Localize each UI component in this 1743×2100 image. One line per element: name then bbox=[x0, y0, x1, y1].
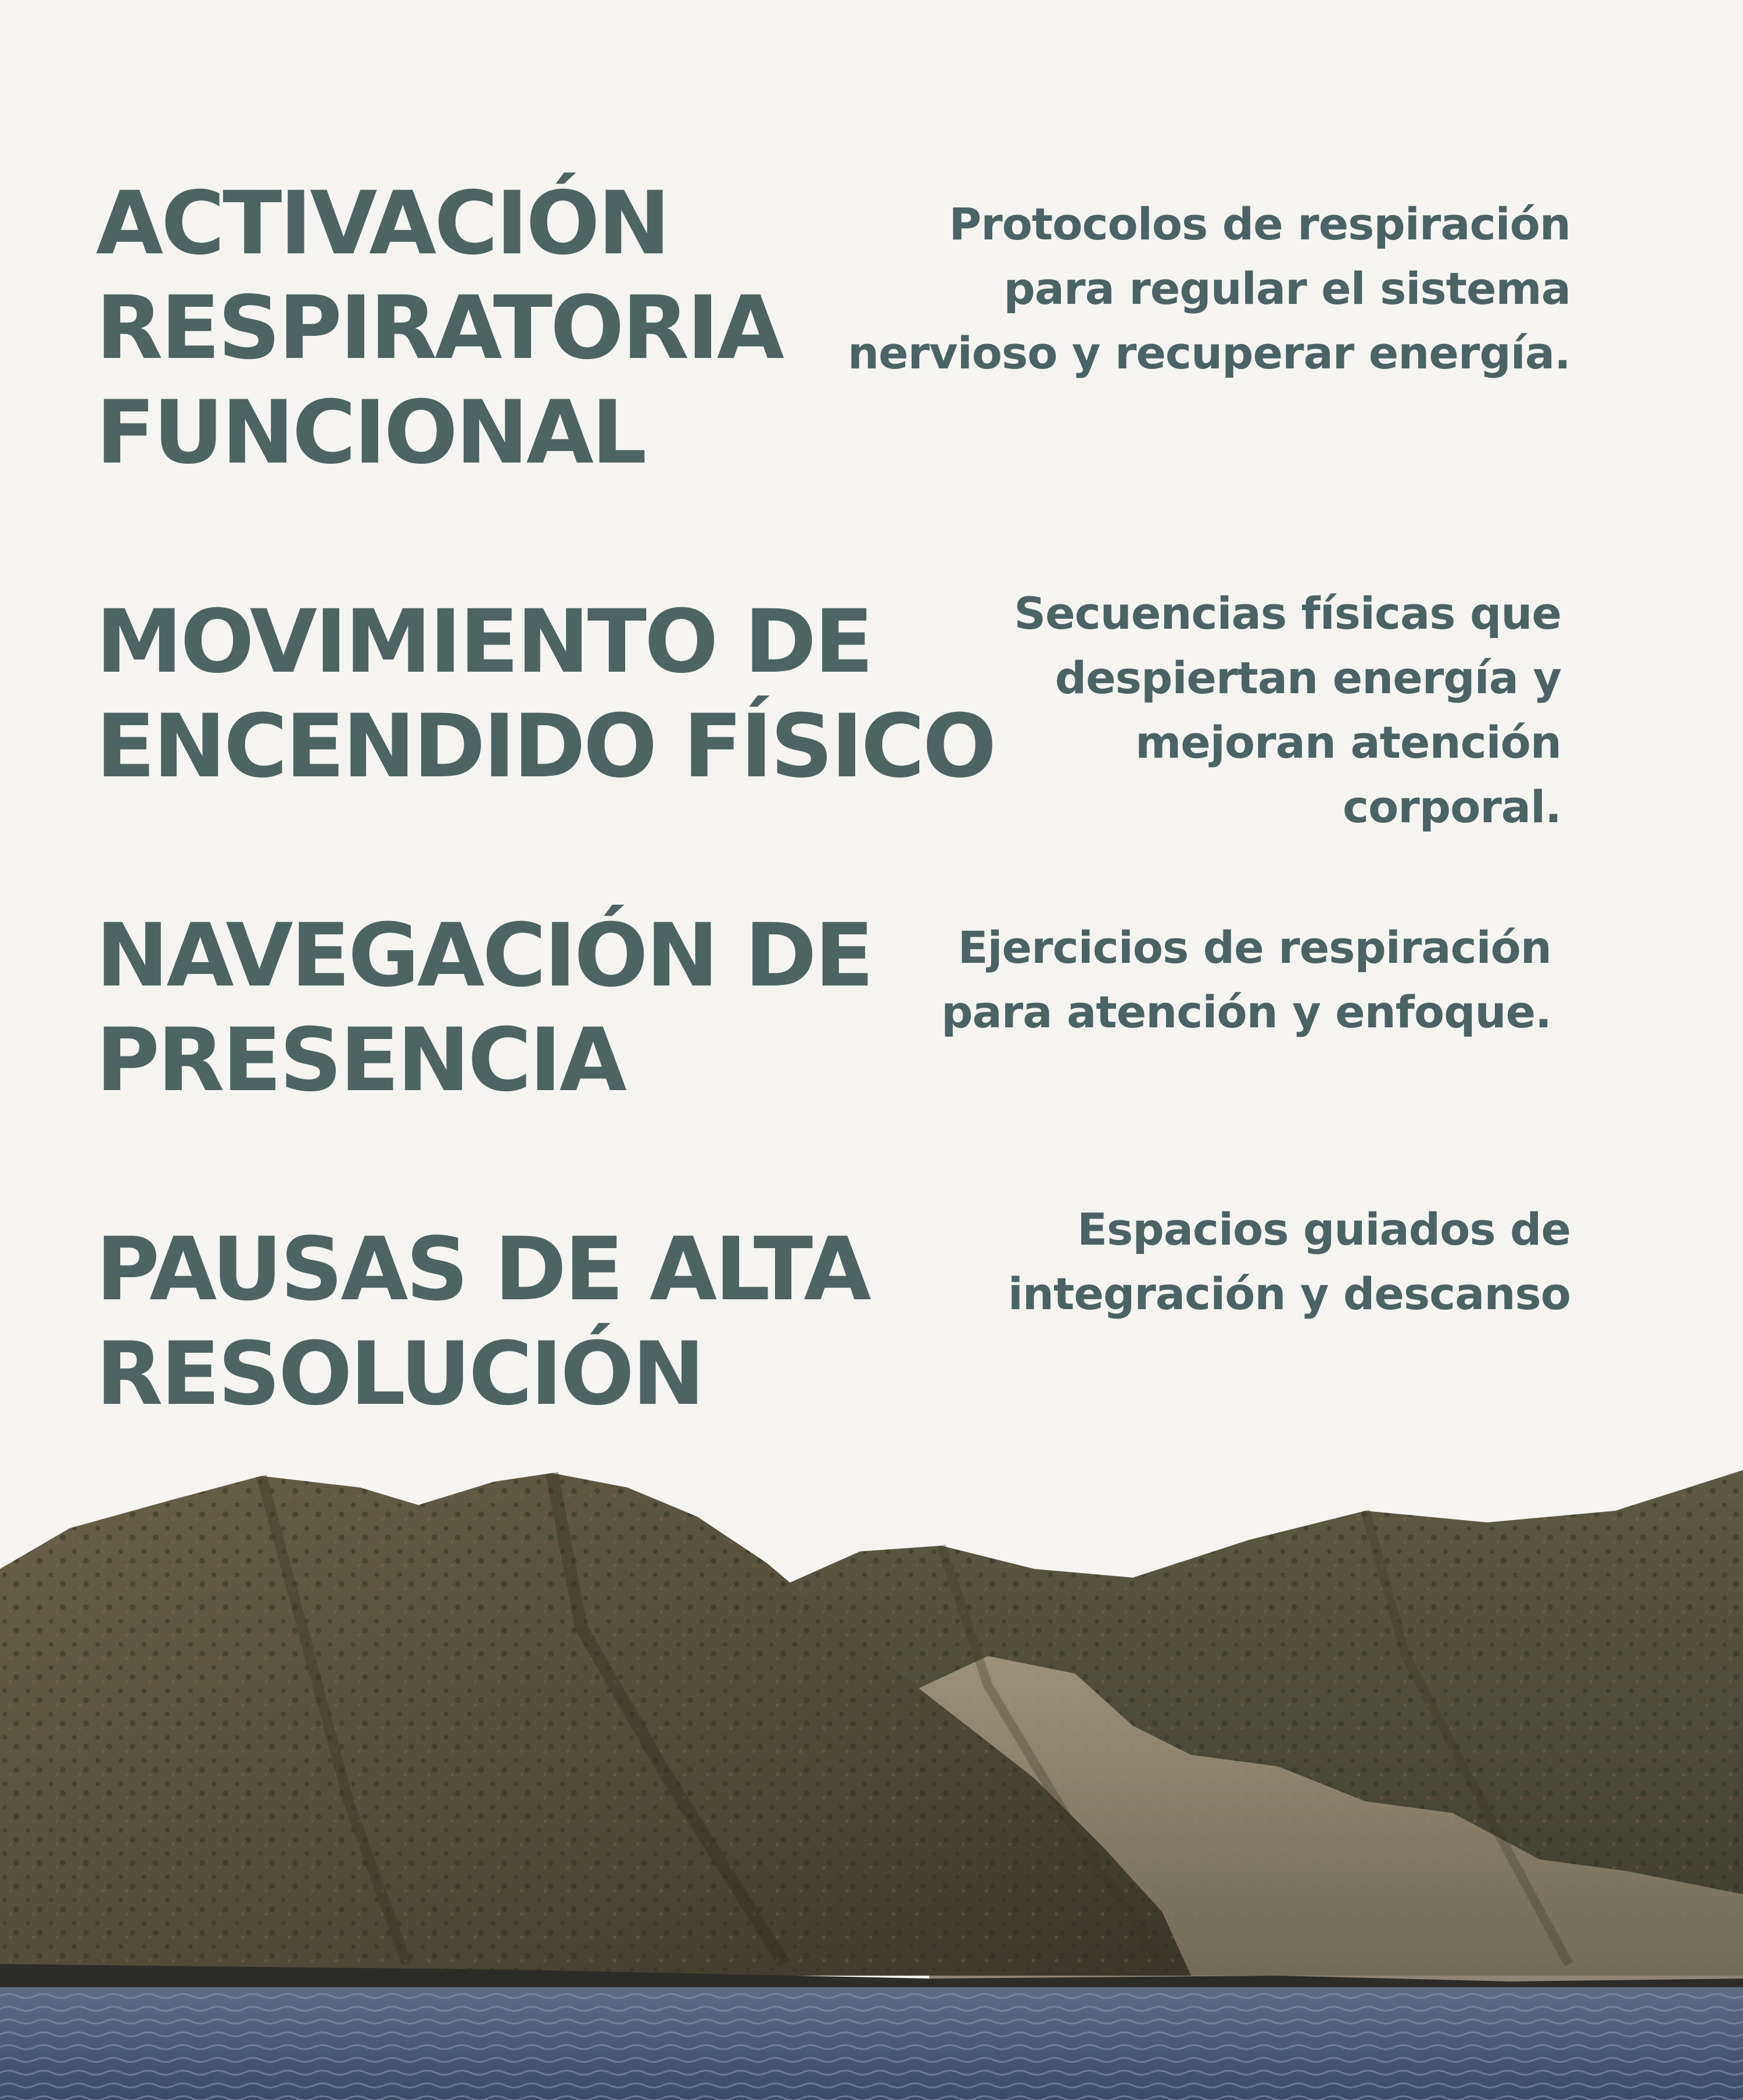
section-title-navegacion: NAVEGACIÓN DE PRESENCIA bbox=[96, 905, 872, 1111]
section-title-activacion: ACTIVACIÓN RESPIRATORIA FUNCIONAL bbox=[96, 173, 782, 483]
section-description-navegacion: Ejercicios de respiración para atención y enfoque. bbox=[941, 922, 1551, 1038]
section-description-activacion: Protocolos de respiración para regular el sistema nervioso y recuperar energía. bbox=[848, 198, 1570, 379]
section-title-pausas: PAUSAS DE ALTA RESOLUCIÓN bbox=[96, 1219, 869, 1425]
section-description-pausas: Espacios guiados de integración y descanso bbox=[1007, 1203, 1570, 1320]
section-title-movimiento: MOVIMIENTO DE ENCENDIDO FÍSICO bbox=[96, 592, 995, 797]
coastal-mountains-illustration bbox=[0, 1453, 1743, 2100]
section-description-movimiento: Secuencias físicas que despiertan energía y mejoran atención corporal. bbox=[1014, 587, 1561, 833]
